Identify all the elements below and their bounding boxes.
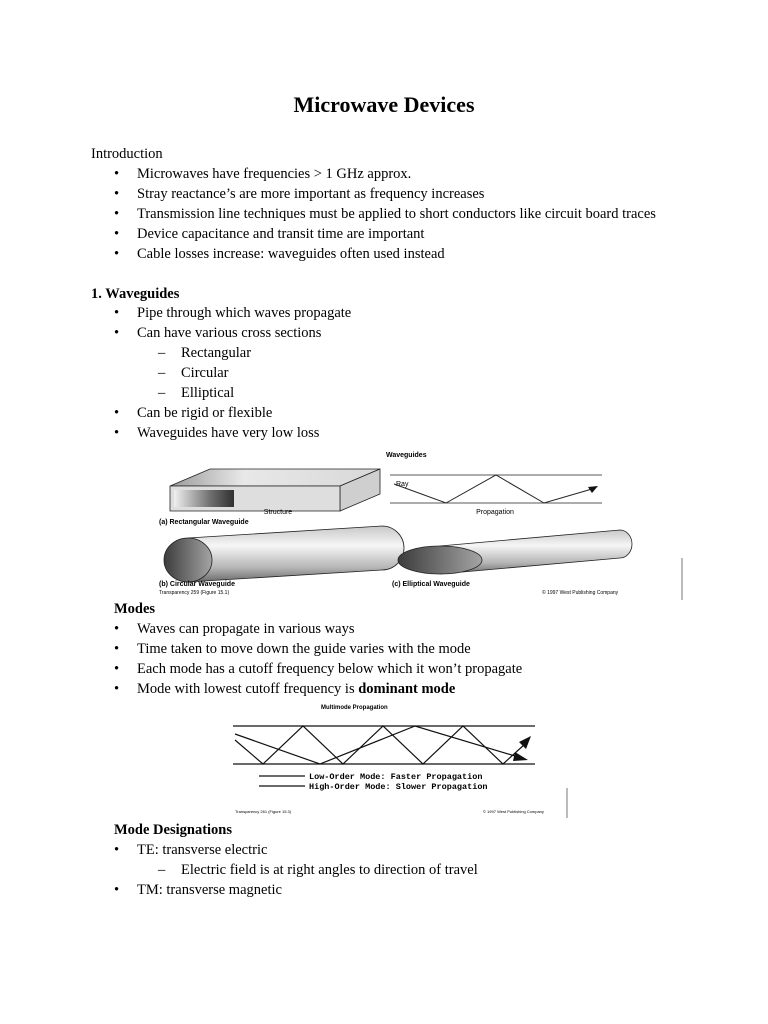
modes-bullet-text: Each mode has a cutoff frequency below which it won’t propagate xyxy=(137,661,523,677)
waveguides-sub-text: Circular xyxy=(181,365,229,381)
waveguides-bullet-text: Pipe through which waves propagate xyxy=(137,305,352,321)
figure-title: Multimode Propagation xyxy=(321,705,388,711)
bullet-marker: • xyxy=(114,226,120,242)
propagation-diagram xyxy=(390,475,602,503)
dash-marker: – xyxy=(158,385,166,401)
modes-bullet-text xyxy=(137,679,455,699)
waveguides-bullet-text: Can be rigid or flexible xyxy=(137,405,273,421)
bullet-marker: • xyxy=(114,246,120,262)
intro-bullet-text: Device capacitance and transit time are important xyxy=(137,226,425,242)
dash-marker: – xyxy=(158,862,166,878)
figure-footer-right: © 1997 West Publishing Company xyxy=(542,590,619,596)
caption-b: (b) Circular Waveguide xyxy=(159,581,235,588)
figure-title: Waveguides xyxy=(386,452,427,459)
ray-label: Ray xyxy=(396,481,409,488)
low-order-mode-ray xyxy=(235,726,515,764)
bullet-marker: • xyxy=(114,621,120,637)
rectangular-waveguide-drawing xyxy=(170,469,380,511)
waveguides-sub-text: Rectangular xyxy=(181,345,252,361)
dash-marker: – xyxy=(158,345,166,361)
bullet-marker: • xyxy=(114,305,120,321)
intro-bullet-text: Microwaves have frequencies > 1 GHz approx. xyxy=(137,166,412,182)
bullet-marker: • xyxy=(114,206,120,222)
figure-footer-right: © 1997 West Publishing Company xyxy=(483,809,544,814)
intro-bullet-text: Cable losses increase: waveguides often used instead xyxy=(137,246,445,262)
waveguides-bullet-text: Can have various cross sections xyxy=(137,325,322,341)
bullet-marker: • xyxy=(114,661,120,677)
bullet-marker: • xyxy=(114,425,120,441)
bullet-marker: • xyxy=(114,325,120,341)
mode-designations-heading: Mode Designations xyxy=(114,822,233,838)
figure-footer-left: Transparency 259 (Figure 15.1) xyxy=(159,590,230,596)
propagation-label: Propagation xyxy=(476,509,514,516)
te-sub-text: Electric field is at right angles to direction of travel xyxy=(181,862,478,878)
bullet-marker: • xyxy=(114,405,120,421)
waveguides-figure xyxy=(140,446,685,604)
bullet-marker: • xyxy=(114,641,120,657)
bullet-marker: • xyxy=(114,882,120,898)
caption-a: (a) Rectangular Waveguide xyxy=(159,519,249,526)
legend-low-order: Low-Order Mode: Faster Propagation xyxy=(309,772,483,782)
modes-bullet-text: Time taken to move down the guide varies with the mode xyxy=(137,641,471,657)
bullet-marker: • xyxy=(114,681,120,697)
bullet-marker: • xyxy=(114,186,120,202)
figure-footer-left: Transparency 261 (Figure 15.3) xyxy=(235,809,292,814)
intro-bullet-text: Stray reactance’s are more important as frequency increases xyxy=(137,186,485,202)
modes-bullet-text: Waves can propagate in various ways xyxy=(137,621,355,637)
bullet-marker: • xyxy=(114,166,120,182)
dominant-mode-term: dominant mode xyxy=(358,681,456,697)
elliptical-waveguide-drawing xyxy=(398,530,632,574)
waveguides-heading: 1. Waveguides xyxy=(91,286,180,302)
tm-bullet-text: TM: transverse magnetic xyxy=(137,882,282,898)
waveguides-sub-text: Elliptical xyxy=(181,385,235,401)
te-bullet-text: TE: transverse electric xyxy=(137,842,268,858)
circular-waveguide-drawing xyxy=(164,526,404,582)
intro-bullet-text: Transmission line techniques must be applied to short conductors like circuit board traces xyxy=(137,206,656,222)
intro-heading: Introduction xyxy=(91,146,163,162)
caption-c: (c) Elliptical Waveguide xyxy=(392,581,470,588)
waveguides-bullet-text: Waveguides have very low loss xyxy=(137,425,320,441)
page-title: Microwave Devices xyxy=(293,92,475,117)
multimode-propagation-figure xyxy=(225,700,573,820)
modes-heading: Modes xyxy=(114,601,156,617)
modes-bullet-prefix: Mode with lowest cutoff frequency is xyxy=(137,681,359,697)
legend-high-order: High-Order Mode: Slower Propagation xyxy=(309,782,488,792)
dash-marker: – xyxy=(158,365,166,381)
structure-label: Structure xyxy=(263,509,293,516)
high-order-mode-ray xyxy=(235,726,525,764)
bullet-marker: • xyxy=(114,842,120,858)
